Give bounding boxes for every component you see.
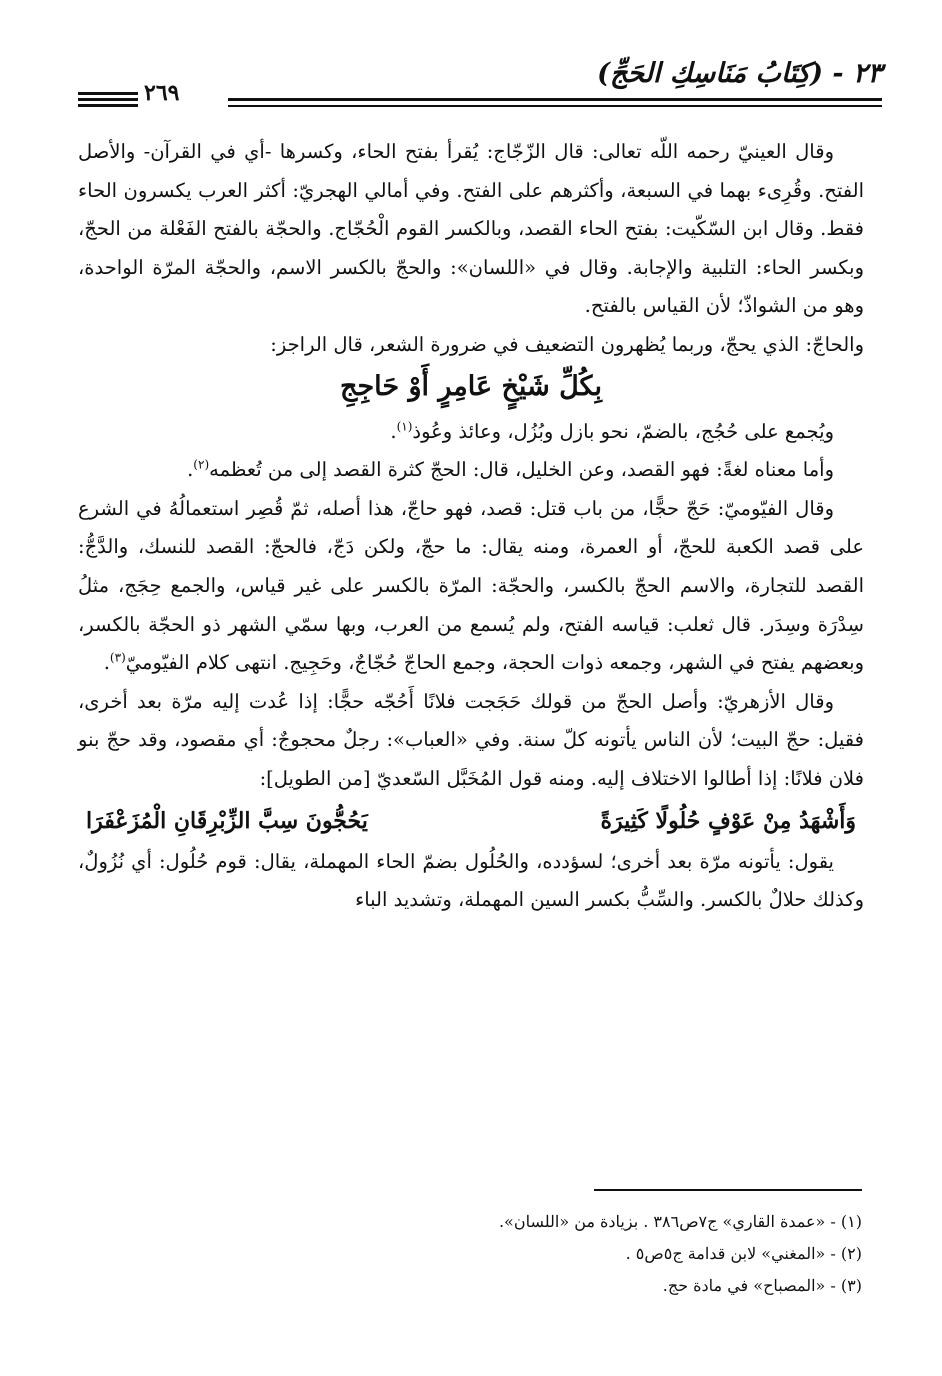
footnote: (١) - «عمدة القاري» ج٧ص٣٨٦ . بزيادة من «اللسان». xyxy=(498,1212,862,1231)
poetry-verse: بِكُلِّ شَيْخٍ عَامِرٍ أَوْ حَاجِجِ xyxy=(340,370,602,402)
verse-hemistich-second: يَحُجُّونَ سِبَّ الزِّبْرِقَانِ الْمُزَعْفَرَا xyxy=(86,807,368,834)
poetry-verse xyxy=(78,799,864,843)
paragraph-text: وقال الفيّوميّ: حَجّ حجًّا، من باب قتل: قصد، فهو حاجّ، هذا أصله، ثمّ قُصِر استعمالُهُ في الشرع على قصد الكعبة للحجّ، أو العمرة، ومنه يقال: ما حجّ، ولكن دَجّ، فالحجّ: القصد للنسك، والدَّجُّ: القصد للتجارة، والاسم الحجّ بالكسر، والحجّة: المرّة بالكسر على غير قياس، والجمع حِجَج، مثلُ سِدْرَة وسِدَر. قال ثعلب: قياسه الفتح، ولم يُسمع من العرب، وبها سمّي الشهر ذو الحجّة بالكسر، وبعضهم يفتح في الشهر، وجمعه ذوات الحجة، وجمع الحاجّ حُجّاجٌ، وحَجِيج. انتهى كلام الفيّوميّ xyxy=(78,496,864,675)
paragraph-text: وأما معناه لغةً: فهو القصد، وعن الخليل، قال: الحجّ كثرة القصد إلى من تُعظمه xyxy=(209,458,834,482)
footnotes xyxy=(162,1206,862,1302)
paragraph: والحاجّ: الذي يحجّ، وربما يُظهرون التضعيف في ضرورة الشعر، قال الراجز: xyxy=(270,332,864,356)
footnote-marker[interactable]: (٢) xyxy=(193,457,210,472)
footnote: (٢) - «المغني» لابن قدامة ج٥ص٥ . xyxy=(625,1244,862,1263)
paragraph xyxy=(78,451,864,490)
paragraph xyxy=(78,413,864,452)
footnote: (٣) - «المصباح» في مادة حج. xyxy=(662,1276,862,1295)
page-number: ٢٦٩ xyxy=(138,80,185,106)
paragraph-text: ويُجمع على حُجُج، بالضمّ، نحو بازل وبُزُل، وعائذ وعُوذ xyxy=(412,419,834,443)
paragraph xyxy=(78,490,864,683)
paragraph: وقال الأزهريّ: وأصل الحجّ من قولك حَجَجت فلانًا أَحُجّه حجًّا: إذا عُدت إليه مرّة بعد أخرى، فقيل: حجّ البيت؛ لأن الناس يأتونه كلّ سنة. وفي «العباب»: رجلٌ محجوجٌ: أي مقصود، وقد حجّ بنو فلان فلانًا: إذا أطالوا الاختلاف إليه. ومنه قول المُخَبَّل السّعديّ [من الطويل]: xyxy=(78,689,864,790)
header-rule xyxy=(228,98,882,101)
header-rule-thin xyxy=(228,105,882,107)
paragraph-end: . xyxy=(103,651,110,675)
footnote-divider xyxy=(594,1189,862,1191)
paragraph-end: . xyxy=(390,419,397,443)
main-text xyxy=(78,133,864,920)
footnote-marker[interactable]: (١) xyxy=(396,419,413,434)
verse-hemistich-first: وَأَشْهَدُ مِنْ عَوْفٍ حُلُولًا كَثِيرَةً xyxy=(600,807,856,834)
chapter-title: ٢٣ - (كِتَابُ مَنَاسِكِ الحَجِّ) xyxy=(597,58,882,89)
page-header xyxy=(60,58,882,108)
footnote-marker[interactable]: (٣) xyxy=(109,650,126,665)
paragraph: يقول: يأتونه مرّة بعد أخرى؛ لسؤدده، والحُلُول بضمّ الحاء المهملة، يقال: قوم حُلُول: أي نُزُولٌ، وكذلك حلالٌ بالكسر. والسِّبُّ بكسر السين المهملة، وتشديد الباء xyxy=(78,849,864,912)
paragraph: وقال العينيّ رحمه اللّه تعالى: قال الزّجّاج: يُقرأ بفتح الحاء، وكسرها -أي في القرآن- والأصل الفتح. وقُرِىء بهما في السبعة، وأكثرهم على الفتح. وفي أمالي الهجريّ: أكثر العرب يكسرون الحاء فقط. وقال ابن السّكّيت: بفتح الحاء القصد، وبالكسر القوم الْحُجّاج. والحجّة بالفتح الفَعْلة من الحجّ، وبكسر الحاء: التلبية والإجابة. وقال في «اللسان»: والحجّ بالكسر الاسم، والحجّة المرّة الواحدة، وهو من الشواذّ؛ لأن القياس بالفتح. xyxy=(78,140,864,318)
paragraph-end: . xyxy=(187,458,194,482)
header-rule-left xyxy=(78,92,138,110)
